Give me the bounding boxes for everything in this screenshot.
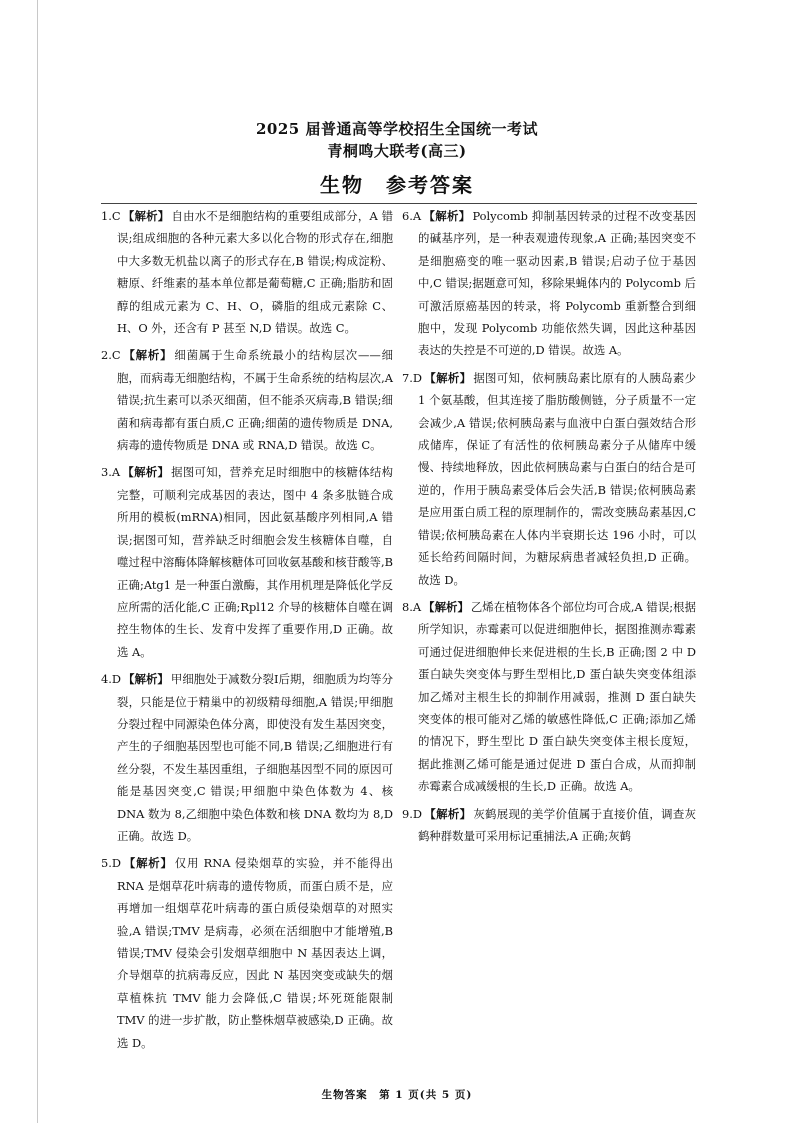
answer-letter: A [111, 465, 121, 480]
answer-letter: D [412, 806, 423, 821]
header-divider [101, 203, 697, 204]
answer-key-title [0, 170, 794, 200]
analysis-tag: 【解析】 [122, 465, 170, 480]
subject-label: 生物 [320, 173, 364, 197]
answer-item-9: 9.D 【解析】 灰鹤展现的美学价值属于直接价值，调查灰鹤种群数量可采用标记重捕法,A 正确;灰鹤 [402, 806, 696, 843]
answer-item-4: 4.D 【解析】 甲细胞处于减数分裂Ⅰ后期，细胞质为均等分裂，只能是位于精巢中的初级精母细胞,A 错误;甲细胞分裂过程中同源染色体分离，即使没有发生基因突变，产生的子细胞基因型也可能不同,B 错误;乙细胞进行有丝分裂，不发生基因重组，子细胞基因型不同的原因可能是基因突变,C 错误;甲细胞中染色体数为 4、核 DNA 数为 8,乙细胞中染色体数和核 DNA 数均为 8,D 正确。故选 D。 [101, 672, 393, 843]
answer-letter: C [111, 209, 121, 223]
explanation: Polycomb 抑制基因转录的过程不改变基因的碱基序列，是一种表观遗传现象,A 正确;基因突变不是细胞癌变的唯一驱动因素,B 错误;启动子位于基因中,C 错误;据题意可知，移除果蝇体内的 Polycomb 后可激活原癌基因的转录，将 Polycomb 重新整合到细胞中，发现 Polycomb 功能依然失调，因此这种基因表达的失控是不可逆的,D 错误。故选 A。 [418, 209, 696, 358]
explanation: 灰鹤展现的美学价值属于直接价值，调查灰鹤种群数量可采用标记重捕法,A 正确;灰鹤 [418, 806, 696, 843]
explanation: 细菌属于生命系统最小的结构层次——细胞，而病毒无细胞结构，不属于生命系统的结构层次,A 错误;抗生素可以杀灭细菌，但不能杀灭病毒,B 错误;细菌和病毒都有蛋白质,C 正确;细菌的遗传物质是 DNA,病毒的遗传物质是 DNA 或 RNA,D 错误。故选 C。 [117, 348, 393, 453]
doc-type-label: 参考答案 [386, 173, 474, 197]
answer-item-7: 7.D 【解析】 据图可知，依柯胰岛素比原有的人胰岛素少 1 个氨基酸，但其连接了脂肪酸侧链，分子质量不一定会减少,A 错误;依柯胰岛素与血液中白蛋白强效结合形成储库，保证了有活性的依柯胰岛素分子从储库中缓慢、持续地释放，因此依柯胰岛素与白蛋白的结合是可逆的，作用于胰岛素受体后会失活,B 错误;依柯胰岛素是应用蛋白质工程的原理制作的，需改变胰岛素基因,C 错误;依柯胰岛素在人体内半衰期长达 196 小时，可以延长给药间隔时间，为糖尿病患者减轻负担,D 正确。故选 D。 [402, 370, 696, 587]
analysis-tag: 【解析】 [423, 599, 469, 614]
answer-item-5: 5.D 【解析】 仅用 RNA 侵染烟草的实验，并不能得出 RNA 是烟草花叶病毒的遗传物质，而蛋白质不是，应再增加一组烟草花叶病毒的蛋白质侵染烟草的对照实验,A 错误;TMV 是病毒，必须在活细胞中才能增殖,B 错误;TMV 侵染会引发烟草细胞中 N 基因表达上调，介导烟草的抗病毒反应，因此 N 基因突变或缺失的烟草植株抗 TMV 能力会降低,C 错误;坏死斑能限制 TMV 的进一步扩散，防止整株烟草被感染,D 正确。故选 D。 [101, 856, 393, 1050]
league-title: 青桐鸣大联考(高三) [327, 142, 467, 160]
answer-item-3: 3.A 【解析】 据图可知，营养充足时细胞中的核糖体结构完整，可顺利完成基因的表达，图中 4 条多肽链合成所用的模板(mRNA)相同，因此氨基酸序列相同,A 错误;据图可知，营养缺乏时细胞会发生核糖体自噬，自噬过程中溶酶体降解核糖体可回收氨基酸和核苷酸等,B 正确;Atg1 是一种蛋白激酶，其作用机理是降低化学反应所需的活化能,C 正确;Rpl12 介导的核糖体自噬在调控生物体的生长、发育中发挥了重要作用,D 正确。故选 A。 [101, 465, 393, 659]
page-footer: 生物答案 第 1 页(共 5 页) [321, 1089, 473, 1101]
right-column [402, 205, 696, 852]
analysis-tag: 【解析】 [424, 806, 472, 821]
answer-item-6: 6.A 【解析】 Polycomb 抑制基因转录的过程不改变基因的碱基序列，是一种表观遗传现象,A 正确;基因突变不是细胞癌变的唯一驱动因素,B 错误;启动子位于基因中,C 错误;据题意可知，移除果蝇体内的 Polycomb 后可激活原癌基因的转录，将 Polycomb 重新整合到细胞中，发现 Polycomb 功能依然失调，因此这种基因表达的失控是不可逆的,D 错误。故选 A。 [402, 209, 696, 358]
analysis-tag: 【解析】 [423, 209, 471, 223]
left-column [101, 205, 393, 1059]
answer-letter: D [412, 370, 423, 385]
answer-letter: C [111, 348, 121, 363]
answer-letter: A [412, 209, 422, 223]
explanation: 乙烯在植物体各个部位均可合成,A 错误;根据所学知识，赤霉素可以促进细胞伸长，据图推测赤霉素可通过促进细胞伸长来促进根的生长,B 正确;图 2 中 D 蛋白缺失突变体与野生型相比,D 蛋白缺失突变体组添加乙烯对主根生长的抑制作用减弱，推测 D 蛋白缺失突变体的根可能对乙烯的敏感性降低,C 正确;添加乙烯的情况下，野生型比 D 蛋白缺失突变体主根长度短，据此推测乙烯可能是通过促进 D 蛋白合成，从而抑制赤霉素合成减缓根的生长,D 正确。故选 A。 [418, 599, 696, 794]
analysis-tag: 【解析】 [123, 672, 169, 687]
analysis-tag: 【解析】 [122, 209, 170, 223]
answer-item-8: 8.A 【解析】 乙烯在植物体各个部位均可合成,A 错误;根据所学知识，赤霉素可以促进细胞伸长，据图推测赤霉素可通过促进细胞伸长来促进根的生长,B 正确;图 2 中 D 蛋白缺失突变体与野生型相比,D 蛋白缺失突变体组添加乙烯对主根生长的抑制作用减弱，推测 D 蛋白缺失突变体的根可能对乙烯的敏感性降低,C 正确;添加乙烯的情况下，野生型比 D 蛋白缺失突变体主根长度短，据此推测乙烯可能是通过促进 D 蛋白合成，从而抑制赤霉素合成减缓根的生长,D 正确。故选 A。 [402, 599, 696, 794]
analysis-tag: 【解析】 [122, 348, 173, 363]
analysis-tag: 【解析】 [424, 370, 472, 385]
analysis-tag: 【解析】 [123, 856, 173, 871]
answer-item-1: 1.C 【解析】 自由水不是细胞结构的重要组成部分，A 错误;组成细胞的各种元素大多以化合物的形式存在,细胞中大多数无机盐以离子的形式存在,B 错误;构成淀粉、糖原、纤维素的基本单位都是葡萄糖,C 正确;脂肪和固醇的组成元素为 C、H、O，磷脂的组成元素除 C、H、O 外，还含有 P 甚至 N,D 错误。故选 C。 [101, 209, 393, 336]
answer-letter: D [111, 672, 122, 687]
explanation: 仅用 RNA 侵染烟草的实验，并不能得出 RNA 是烟草花叶病毒的遗传物质，而蛋白质不是，应再增加一组烟草花叶病毒的蛋白质侵染烟草的对照实验,A 错误;TMV 是病毒，必须在活细胞中才能增殖,B 错误;TMV 侵染会引发烟草细胞中 N 基因表达上调，介导烟草的抗病毒反应，因此 N 基因突变或缺失的烟草植株抗 TMV 能力会降低,C 错误;坏死斑能限制 TMV 的进一步扩散，防止整株烟草被感染,D 正确。故选 D。 [117, 856, 393, 1050]
explanation: 自由水不是细胞结构的重要组成部分，A 错误;组成细胞的各种元素大多以化合物的形式存在,细胞中大多数无机盐以离子的形式存在,B 错误;构成淀粉、糖原、纤维素的基本单位都是葡萄糖,C 正确;脂肪和固醇的组成元素为 C、H、O，磷脂的组成元素除 C、H、O 外，还含有 P 甚至 N,D 错误。故选 C。 [117, 209, 393, 336]
exam-title: 2025 届普通高等学校招生全国统一考试 [256, 120, 538, 138]
answer-letter: A [412, 599, 422, 614]
explanation: 甲细胞处于减数分裂Ⅰ后期，细胞质为均等分裂，只能是位于精巢中的初级精母细胞,A 错误;甲细胞分裂过程中同源染色体分离，即使没有发生基因突变，产生的子细胞基因型也可能不同,B 错误;乙细胞进行有丝分裂，不发生基因重组，子细胞基因型不同的原因可能是基因突变,C 错误;甲细胞中染色体数为 4、核 DNA 数为 8,乙细胞中染色体数和核 DNA 数均为 8,D 正确。故选 D。 [117, 672, 393, 843]
explanation: 据图可知，营养充足时细胞中的核糖体结构完整，可顺利完成基因的表达，图中 4 条多肽链合成所用的模板(mRNA)相同，因此氨基酸序列相同,A 错误;据图可知，营养缺乏时细胞会发生核糖体自噬，自噬过程中溶酶体降解核糖体可回收氨基酸和核苷酸等,B 正确;Atg1 是一种蛋白激酶，其作用机理是降低化学反应所需的活化能,C 正确;Rpl12 介导的核糖体自噬在调控生物体的生长、发育中发挥了重要作用,D 正确。故选 A。 [117, 465, 393, 659]
answer-letter: D [111, 856, 122, 871]
answer-item-2: 2.C 【解析】 细菌属于生命系统最小的结构层次——细胞，而病毒无细胞结构，不属于生命系统的结构层次,A 错误;抗生素可以杀灭细菌，但不能杀灭病毒,B 错误;细菌和病毒都有蛋白质,C 正确;细菌的遗传物质是 DNA,病毒的遗传物质是 DNA 或 RNA,D 错误。故选 C。 [101, 348, 393, 453]
explanation: 据图可知，依柯胰岛素比原有的人胰岛素少 1 个氨基酸，但其连接了脂肪酸侧链，分子质量不一定会减少,A 错误;依柯胰岛素与血液中白蛋白强效结合形成储库，保证了有活性的依柯胰岛素分子从储库中缓慢、持续地释放，因此依柯胰岛素与白蛋白的结合是可逆的，作用于胰岛素受体后会失活,B 错误;依柯胰岛素是应用蛋白质工程的原理制作的，需改变胰岛素基因,C 错误;依柯胰岛素在人体内半衰期长达 196 小时，可以延长给药间隔时间，为糖尿病患者减轻负担,D 正确。故选 D。 [418, 370, 696, 587]
document-header [0, 118, 794, 200]
